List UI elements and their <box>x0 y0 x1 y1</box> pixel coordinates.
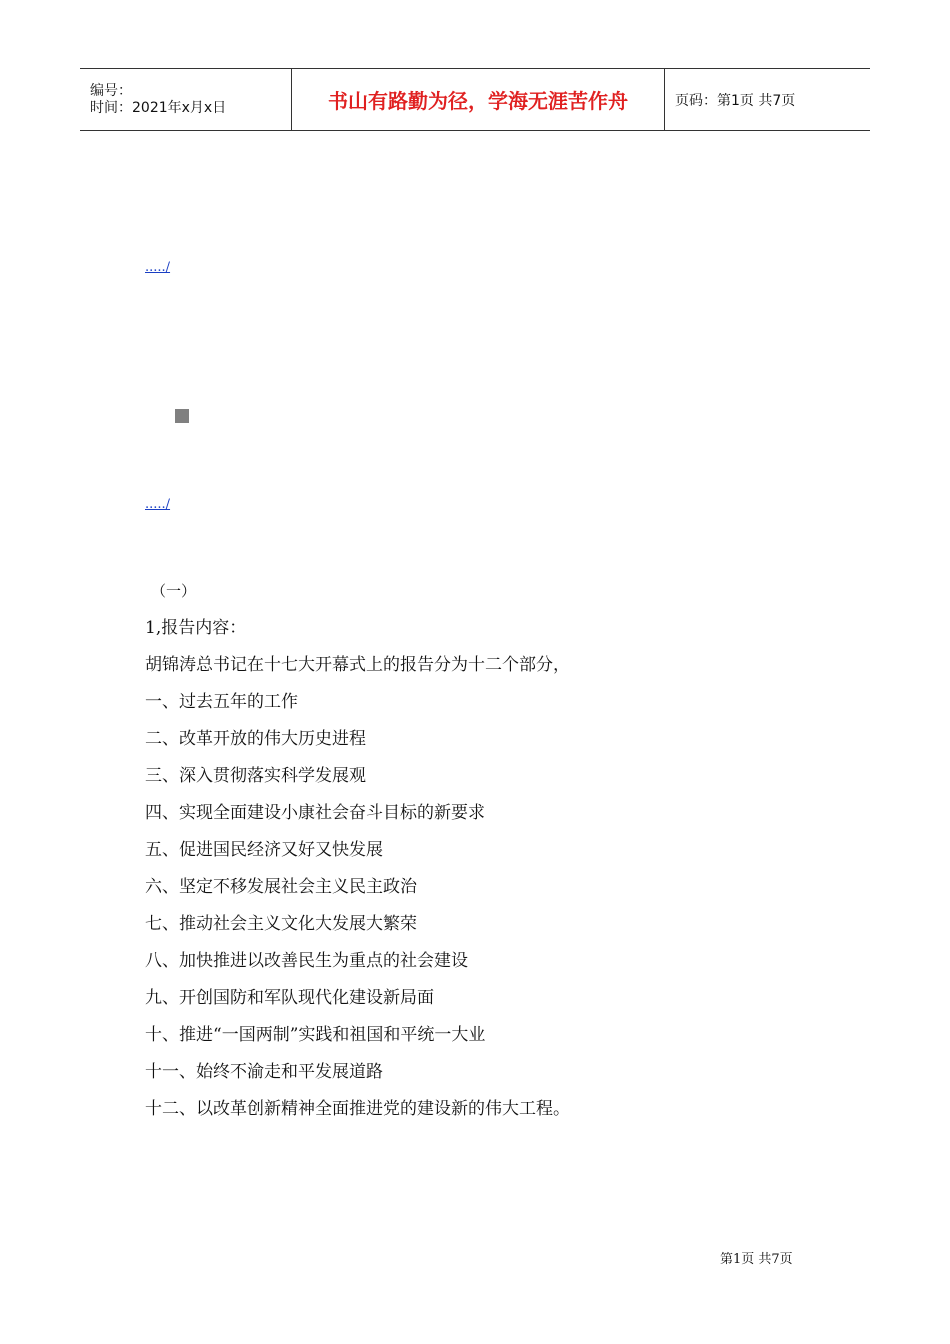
time-label: 时间：2021年x月x日 <box>90 99 227 116</box>
page-header <box>80 68 870 131</box>
list-item: 十一、始终不渝走和平发展道路 <box>145 1062 383 1082</box>
list-item: 五、促进国民经济又好又快发展 <box>145 840 383 860</box>
link-2[interactable]: ...../ <box>145 497 171 512</box>
image-placeholder-icon <box>175 409 189 423</box>
number-label: 编号： <box>90 82 132 99</box>
header-page-info: 页码：第1页 共7页 <box>675 92 796 109</box>
link-1[interactable]: ...../ <box>145 260 171 275</box>
section-heading: （一） <box>151 582 197 600</box>
paragraph: 胡锦涛总书记在十七大开幕式上的报告分为十二个部分， <box>145 655 570 675</box>
page-footer: 第1页 共7页 <box>720 1252 793 1267</box>
list-item: 九、开创国防和军队现代化建设新局面 <box>145 988 434 1008</box>
list-item: 十二、以改革创新精神全面推进党的建设新的伟大工程。 <box>145 1099 570 1119</box>
list-item: 三、深入贯彻落实科学发展观 <box>145 766 366 786</box>
list-item: 八、加快推进以改善民生为重点的社会建设 <box>145 951 468 971</box>
list-item: 四、实现全面建设小康社会奋斗目标的新要求 <box>145 803 485 823</box>
list-item: 一、过去五年的工作 <box>145 692 298 712</box>
list-item: 十、推进“一国两制”实践和祖国和平统一大业 <box>145 1025 486 1045</box>
paragraph: 1,报告内容： <box>145 618 247 638</box>
list-item: 七、推动社会主义文化大发展大繁荣 <box>145 914 417 934</box>
header-motto: 书山有路勤为径，学海无涯苦作舟 <box>292 69 665 130</box>
list-item: 二、改革开放的伟大历史进程 <box>145 729 366 749</box>
header-meta <box>80 69 292 130</box>
list-item: 六、坚定不移发展社会主义民主政治 <box>145 877 417 897</box>
body-text <box>145 578 865 1133</box>
